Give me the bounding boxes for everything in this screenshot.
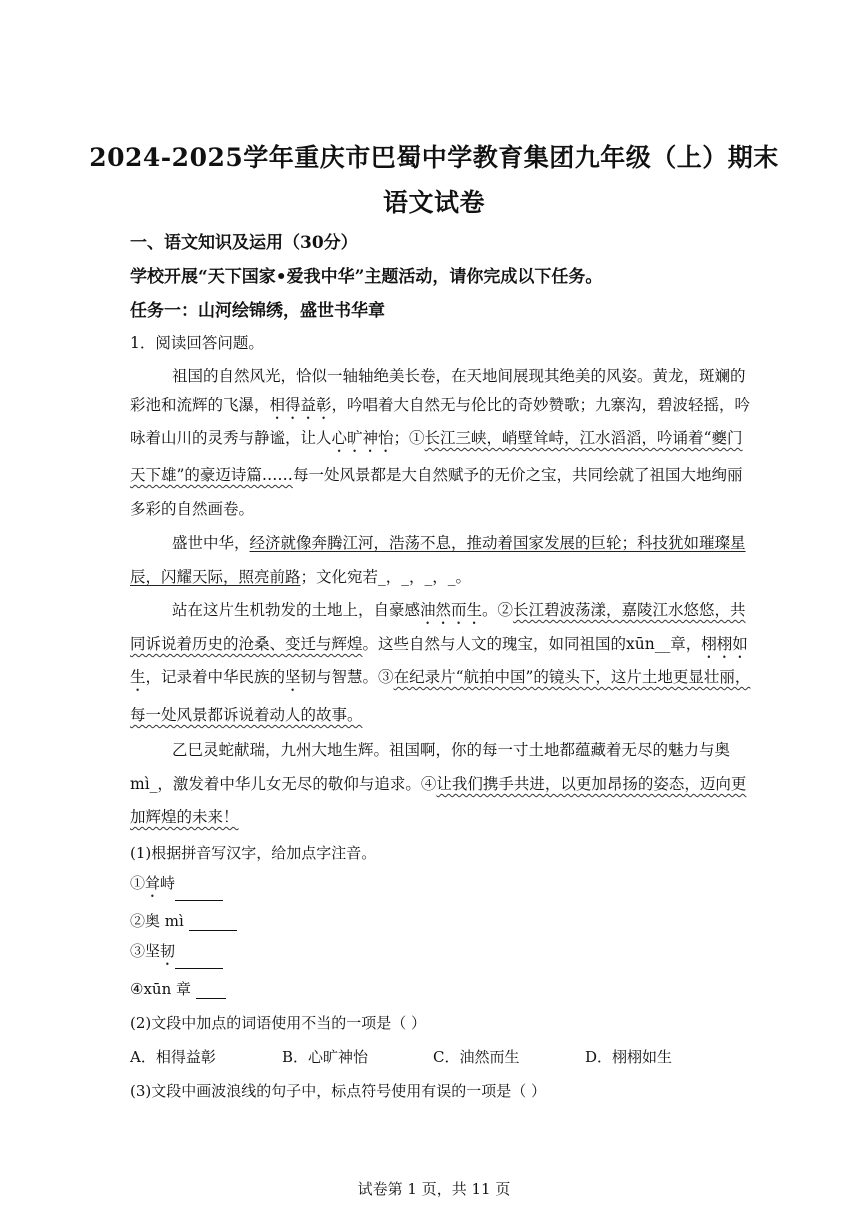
wavy-sentence: 让我们携手共进，以更加昂扬的姿态，迈向更 xyxy=(436,775,747,793)
text-run: 彩池和流辉的飞瀑， xyxy=(130,396,270,414)
text-run: 韧与智慧。③ xyxy=(300,668,394,686)
passage-line xyxy=(172,598,746,628)
passage-line xyxy=(172,531,746,553)
passage-line xyxy=(130,805,738,827)
page-footer: 试卷第 1 页，共 11 页 xyxy=(357,1180,511,1198)
task-heading: 任务一：山河绘锦绣，盛世书华章 xyxy=(130,301,385,321)
passage-line xyxy=(130,772,747,794)
wavy-sentence: 同诉说着历史的沧桑、变迁与辉煌 xyxy=(130,635,363,653)
exam-title-line1: 2024-2025学年重庆市巴蜀中学教育集团九年级（上）期末 xyxy=(89,143,779,172)
text-run: 。这些自然与人文的瑰宝，如同祖国的xūn__章， xyxy=(362,635,702,653)
dotted-word: 相得益彰 xyxy=(269,396,332,414)
underlined-sentence: 经济就像奔腾江河，浩荡不息，推动着国家发展的巨轮；科技犹如璀璨星 xyxy=(249,534,746,552)
passage-line xyxy=(130,393,751,423)
wavy-sentence: 天下雄”的豪迈诗篇…… xyxy=(130,466,293,484)
text-run: ；① xyxy=(393,429,425,447)
subquestion-stem: (1)根据拼音写汉字，给加点字注音。 xyxy=(130,844,377,862)
option-d[interactable]: D．栩栩如生 xyxy=(585,1048,673,1066)
passage-line: 乙巳灵蛇献瑞，九州大地生辉。祖国啊，你的每一寸土地都蕴藏着无尽的魅力与奥 xyxy=(172,741,731,759)
section-heading: 一、语文知识及运用（30分） xyxy=(130,233,358,253)
wavy-sentence: 每一处风景都诉说着动人的故事。 xyxy=(130,706,363,724)
item-number: ① xyxy=(130,874,146,892)
text-run: ，记录着中华民族的 xyxy=(145,668,286,686)
answer-blank[interactable] xyxy=(196,982,226,999)
text-run: 坚 xyxy=(145,942,161,960)
text-run: ；文化宛若_，_，_，_。 xyxy=(300,568,472,586)
text-run: 站在这片生机勃发的土地上，自豪感 xyxy=(172,601,421,619)
fill-item xyxy=(130,872,738,901)
option-a[interactable]: A．相得益彰 xyxy=(130,1048,216,1066)
question-stem: 1．阅读回答问题。 xyxy=(130,334,264,352)
answer-blank[interactable] xyxy=(175,884,223,901)
wavy-sentence: 加辉煌的未来！ xyxy=(130,808,239,826)
item-number: ③ xyxy=(130,942,146,960)
option-c[interactable]: C．油然而生 xyxy=(433,1048,520,1066)
dotted-word: 栩栩如 xyxy=(701,635,748,653)
passage-line: 祖国的自然风光，恰似一轴轴绝美长卷，在天地间展现其绝美的风姿。黄龙，斑斓的 xyxy=(172,367,746,385)
text-run: 咏着山川的灵秀与静谧，让人 xyxy=(130,429,332,447)
fill-item xyxy=(130,940,738,969)
text-run: 峙 xyxy=(160,874,176,892)
passage-line xyxy=(130,632,748,662)
text-run: mì_，激发着中华儿女无尽的敬仰与追求。④ xyxy=(130,775,437,793)
passage-line xyxy=(130,426,743,456)
wavy-sentence: 长江碧波荡漾，嘉陵江水悠悠，共 xyxy=(513,601,746,619)
wavy-sentence: 长江三峡，峭壁耸峙，江水滔滔，吟诵着“夔门 xyxy=(424,429,743,447)
subquestion-stem: (3)文段中画波浪线的句子中，标点符号使用有误的一项是（ ） xyxy=(130,1082,547,1100)
passage-line xyxy=(130,703,738,725)
fill-item xyxy=(130,978,738,999)
text-run: 盛世中华， xyxy=(172,534,250,552)
passage-line xyxy=(130,665,751,695)
dotted-word: 油然而生 xyxy=(420,601,483,619)
passage-line xyxy=(130,463,743,485)
answer-blank[interactable] xyxy=(189,914,237,931)
exam-title-line2: 语文试卷 xyxy=(382,188,485,217)
text-run: ②奥 mì xyxy=(130,912,189,930)
fill-item xyxy=(130,910,738,931)
answer-blank[interactable] xyxy=(175,952,223,969)
text-run: 每一处风景都是大自然赋予的无价之宝，共同绘就了祖国大地绚丽 xyxy=(292,466,743,484)
passage-line xyxy=(130,565,738,587)
text-run: 。② xyxy=(482,601,514,619)
activity-intro: 学校开展“天下国家•爱我中华”主题活动，请你完成以下任务。 xyxy=(130,267,603,287)
subquestion-stem: (2)文段中加点的词语使用不当的一项是（ ） xyxy=(130,1014,427,1032)
dotted-word: 生 xyxy=(130,668,146,686)
underlined-sentence: 辰，闪耀天际，照亮前路 xyxy=(130,568,301,586)
dotted-word: 心旷神怡 xyxy=(331,429,394,447)
text-run: ④xūn 章 xyxy=(130,980,196,998)
dotted-char: 坚 xyxy=(285,668,301,686)
wavy-sentence: 在纪录片“航拍中国”的镜头下，这片土地更显壮丽， xyxy=(393,668,751,686)
option-b[interactable]: B．心旷神怡 xyxy=(282,1048,369,1066)
passage-line: 多彩的自然画卷。 xyxy=(130,500,255,518)
text-run: ，吟唱着大自然无与伦比的奇妙赞歌；九寨沟，碧波轻摇，吟 xyxy=(331,396,751,414)
dotted-char: 韧 xyxy=(160,942,176,960)
dotted-char: 耸 xyxy=(145,874,161,892)
